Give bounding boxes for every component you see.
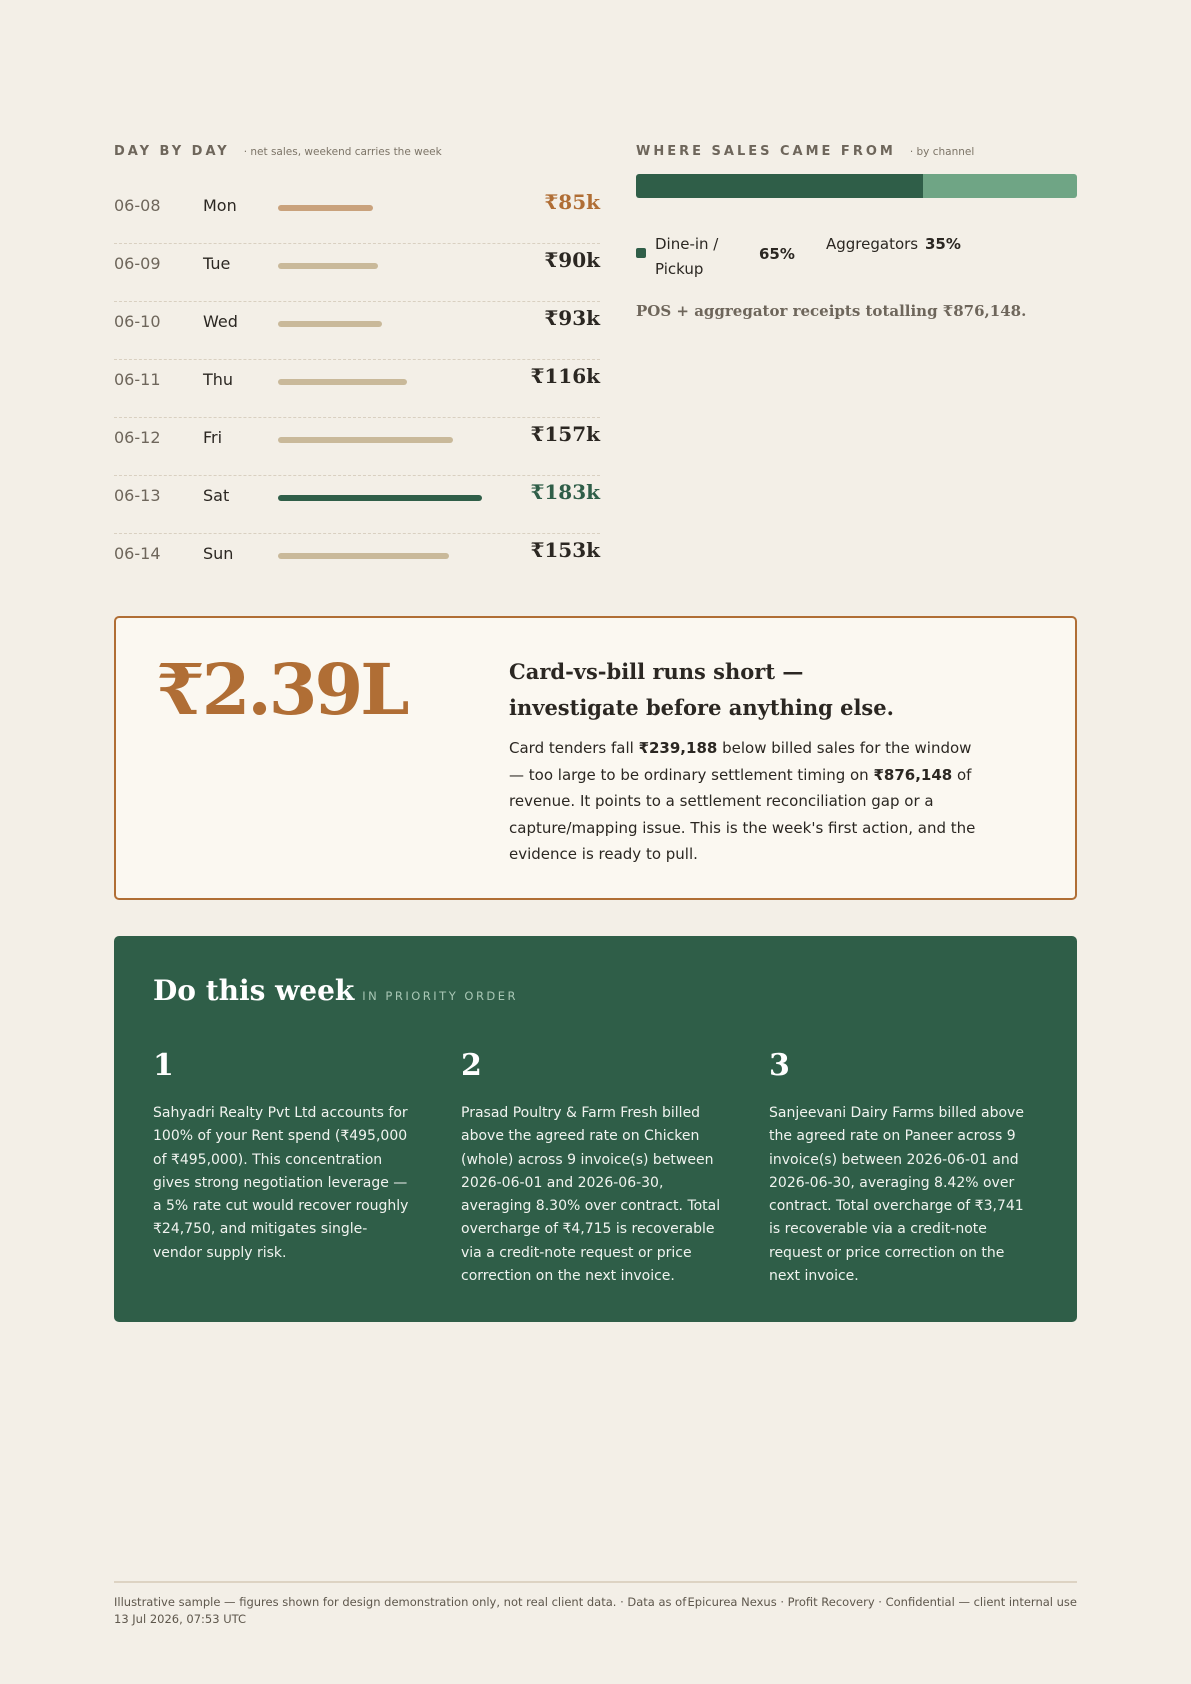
day-name: Mon xyxy=(203,196,237,215)
day-sales-bar xyxy=(278,379,407,385)
day-sales-value: ₹90k xyxy=(544,248,600,272)
channel-legend xyxy=(636,232,1077,282)
actions-panel xyxy=(114,936,1077,1322)
channel-subtitle: · by channel xyxy=(909,146,975,158)
action-item-3 xyxy=(769,1048,1029,1288)
channel-segment-dine-in xyxy=(636,174,923,198)
actions-title: Do this week xyxy=(153,974,355,1007)
day-sales-bar xyxy=(278,321,382,327)
day-by-day-subtitle: · net sales, weekend carries the week xyxy=(243,146,442,158)
footer-brand: Epicurea Nexus · Profit Recovery · Confidential — client internal use xyxy=(687,1595,1077,1609)
day-date: 06-11 xyxy=(114,370,161,389)
legend-name-aggregators: Aggregators xyxy=(826,235,919,253)
legend-percent-aggregators: 35% xyxy=(925,235,961,253)
day-date: 06-08 xyxy=(114,196,161,215)
actions-header xyxy=(153,974,518,1007)
report-page xyxy=(114,0,1077,1684)
day-row xyxy=(114,418,600,476)
day-sales-bar xyxy=(278,263,378,269)
action-number: 3 xyxy=(769,1048,790,1083)
day-sales-value: ₹153k xyxy=(530,538,600,562)
legend-swatch-dine-in xyxy=(636,248,646,258)
day-date: 06-12 xyxy=(114,428,161,447)
alert-card xyxy=(114,616,1077,900)
legend-name-dine-in: Dine-in / Pickup xyxy=(655,235,719,278)
channel-note: POS + aggregator receipts totalling ₹876,148. xyxy=(636,302,1027,320)
action-item-1 xyxy=(153,1048,413,1265)
day-date: 06-09 xyxy=(114,254,161,273)
action-text: Sanjeevani Dairy Farms billed above the agreed rate on Paneer across 9 invoice(s) between 2026-06-01 and 2026-06-30, averaging 8.42% over contract. Total overcharge of ₹3,741 is recoverable via a credit-note request or price correction on the next invoice. xyxy=(769,1105,1024,1285)
action-text: Prasad Poultry & Farm Fresh billed above the agreed rate on Chicken (whole) across 9 invoice(s) between 2026-06-01 and 2026-06-30, averaging 8.30% over contract. Total overcharge of ₹4,715 is recoverable via a credit-note request or price correction on the next invoice. xyxy=(461,1105,721,1285)
action-number: 2 xyxy=(461,1048,482,1083)
channel-split-bar xyxy=(636,174,1077,198)
alert-big-value: ₹2.39L xyxy=(156,648,407,731)
day-row xyxy=(114,476,600,534)
day-name: Thu xyxy=(203,370,234,389)
alert-body-amount-revenue: ₹876,148 xyxy=(873,765,953,784)
day-name: Fri xyxy=(203,428,223,447)
channel-section xyxy=(636,144,1077,320)
action-item-2 xyxy=(461,1048,721,1288)
day-row xyxy=(114,534,600,592)
actions-subtitle: IN PRIORITY ORDER xyxy=(362,989,519,1003)
day-sales-bar xyxy=(278,205,373,211)
alert-body-part-1: Card tenders fall xyxy=(509,739,639,757)
day-name: Wed xyxy=(203,312,238,331)
day-sales-value: ₹116k xyxy=(530,364,600,388)
channel-header xyxy=(636,144,1077,164)
alert-body-amount-shortfall: ₹239,188 xyxy=(638,739,718,757)
day-by-day-header xyxy=(114,144,600,164)
day-sales-bar xyxy=(278,553,449,559)
footer-disclaimer: Illustrative sample — figures shown for design demonstration only, not real client data. · Data as of 13 Jul 2026, 07:53 UTC xyxy=(114,1595,687,1626)
alert-body xyxy=(509,735,979,868)
day-date: 06-10 xyxy=(114,312,161,331)
alert-body-part-3: of revenue. It points to a settlement reconciliation gap or a capture/mapping issue. This is the week's first action, and the evidence is ready to pull. xyxy=(509,765,976,863)
day-name: Tue xyxy=(203,254,231,273)
day-row xyxy=(114,186,600,244)
day-date: 06-14 xyxy=(114,544,161,563)
legend-percent-dine-in: 65% xyxy=(759,245,795,263)
alert-body-part-2: below billed sales for the window — too large to be ordinary settlement timing on xyxy=(509,739,972,784)
channel-title: WHERE SALES CAME FROM xyxy=(636,144,896,159)
action-number: 1 xyxy=(153,1048,174,1083)
alert-headline: Card-vs-bill runs short — investigate before anything else. xyxy=(509,659,894,720)
day-name: Sun xyxy=(203,544,234,563)
day-sales-value: ₹93k xyxy=(544,306,600,330)
action-text: Sahyadri Realty Pvt Ltd accounts for 100% of your Rent spend (₹495,000 of ₹495,000). This concentration gives strong negotiation leverage — a 5% rate cut would recover roughly ₹24,750, and mitigates single-vendor supply risk. xyxy=(153,1105,409,1261)
footer-divider xyxy=(114,1581,1077,1583)
day-row xyxy=(114,302,600,360)
day-row xyxy=(114,360,600,418)
day-by-day-title: DAY BY DAY xyxy=(114,144,230,159)
day-date: 06-13 xyxy=(114,486,161,505)
day-sales-value: ₹157k xyxy=(530,422,600,446)
day-sales-bar xyxy=(278,437,453,443)
channel-segment-aggregators xyxy=(923,174,1077,198)
day-rows xyxy=(114,186,600,592)
day-sales-value: ₹183k xyxy=(530,480,600,504)
day-by-day-section xyxy=(114,144,600,563)
day-sales-bar xyxy=(278,495,482,501)
day-row xyxy=(114,244,600,302)
day-name: Sat xyxy=(203,486,230,505)
day-sales-value: ₹85k xyxy=(544,190,600,214)
